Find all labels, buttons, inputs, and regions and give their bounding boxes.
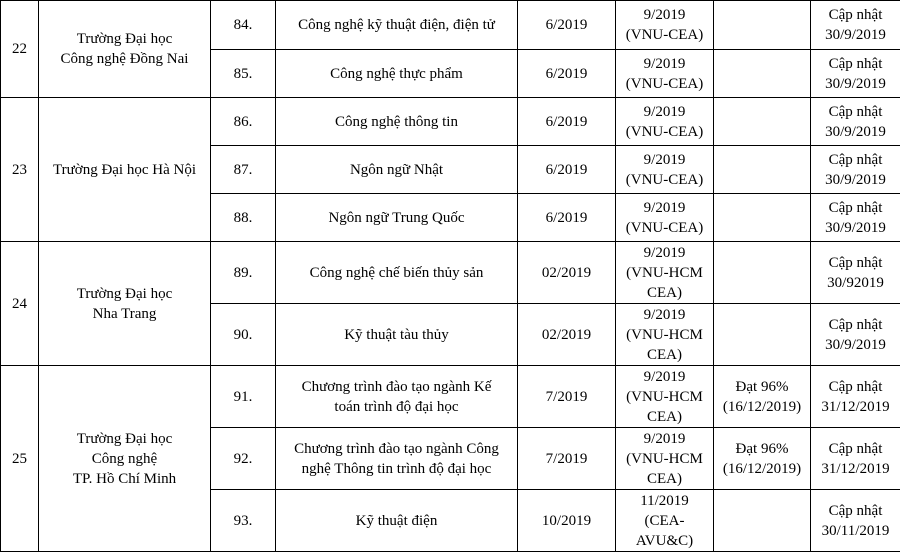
update-note: Cập nhật 30/9/2019: [811, 146, 900, 194]
self-assessment-date: 7/2019: [518, 366, 616, 428]
program-name: Kỹ thuật tàu thủy: [276, 304, 518, 366]
program-number: 86.: [211, 98, 276, 146]
program-name: Ngôn ngữ Nhật: [276, 146, 518, 194]
program-number: 84.: [211, 1, 276, 50]
evaluation-result: [714, 304, 811, 366]
update-note: Cập nhật 30/9/2019: [811, 304, 900, 366]
program-number: 91.: [211, 366, 276, 428]
external-evaluation: 9/2019 (VNU-CEA): [616, 50, 714, 98]
school-name: Trường Đại học Hà Nội: [39, 98, 211, 242]
table-row: [1, 1, 900, 50]
self-assessment-date: 6/2019: [518, 146, 616, 194]
evaluation-result: Đạt 96% (16/12/2019): [714, 428, 811, 490]
external-evaluation: 9/2019 (VNU-HCM CEA): [616, 242, 714, 304]
program-name: Chương trình đào tạo ngành Kế toán trình độ đại học: [276, 366, 518, 428]
self-assessment-date: 6/2019: [518, 50, 616, 98]
external-evaluation: 11/2019 (CEA- AVU&C): [616, 490, 714, 552]
group-number: 22: [1, 1, 39, 98]
update-note: Cập nhật 31/12/2019: [811, 366, 900, 428]
program-name: Công nghệ thực phẩm: [276, 50, 518, 98]
program-number: 88.: [211, 194, 276, 242]
evaluation-result: [714, 242, 811, 304]
update-note: Cập nhật 30/92019: [811, 242, 900, 304]
self-assessment-date: 6/2019: [518, 194, 616, 242]
program-number: 85.: [211, 50, 276, 98]
program-name: Công nghệ kỹ thuật điện, điện tử: [276, 1, 518, 50]
school-name: Trường Đại học Công nghệ Đồng Nai: [39, 1, 211, 98]
program-name: Kỹ thuật điện: [276, 490, 518, 552]
group-number: 23: [1, 98, 39, 242]
update-note: Cập nhật 30/9/2019: [811, 50, 900, 98]
update-note: Cập nhật 30/9/2019: [811, 98, 900, 146]
external-evaluation: 9/2019 (VNU-CEA): [616, 146, 714, 194]
self-assessment-date: 6/2019: [518, 98, 616, 146]
self-assessment-date: 10/2019: [518, 490, 616, 552]
external-evaluation: 9/2019 (VNU-CEA): [616, 194, 714, 242]
program-name: Công nghệ chế biến thủy sản: [276, 242, 518, 304]
program-number: 92.: [211, 428, 276, 490]
evaluation-result: [714, 98, 811, 146]
table-row: [1, 98, 900, 146]
self-assessment-date: 7/2019: [518, 428, 616, 490]
update-note: Cập nhật 30/9/2019: [811, 194, 900, 242]
school-name: Trường Đại học Công nghệ TP. Hồ Chí Minh: [39, 366, 211, 552]
self-assessment-date: 02/2019: [518, 304, 616, 366]
program-number: 90.: [211, 304, 276, 366]
program-number: 89.: [211, 242, 276, 304]
external-evaluation: 9/2019 (VNU-HCM CEA): [616, 366, 714, 428]
external-evaluation: 9/2019 (VNU-CEA): [616, 1, 714, 50]
program-number: 93.: [211, 490, 276, 552]
program-name: Chương trình đào tạo ngành Công nghệ Thông tin trình độ đại học: [276, 428, 518, 490]
self-assessment-date: 02/2019: [518, 242, 616, 304]
update-note: Cập nhật 30/11/2019: [811, 490, 900, 552]
evaluation-result: [714, 1, 811, 50]
external-evaluation: 9/2019 (VNU-HCM CEA): [616, 428, 714, 490]
program-name: Công nghệ thông tin: [276, 98, 518, 146]
school-name: Trường Đại học Nha Trang: [39, 242, 211, 366]
evaluation-result: [714, 490, 811, 552]
evaluation-result: Đạt 96% (16/12/2019): [714, 366, 811, 428]
program-name: Ngôn ngữ Trung Quốc: [276, 194, 518, 242]
evaluation-result: [714, 50, 811, 98]
group-number: 24: [1, 242, 39, 366]
table-row: [1, 366, 900, 428]
update-note: Cập nhật 31/12/2019: [811, 428, 900, 490]
update-note: Cập nhật 30/9/2019: [811, 1, 900, 50]
self-assessment-date: 6/2019: [518, 1, 616, 50]
program-number: 87.: [211, 146, 276, 194]
external-evaluation: 9/2019 (VNU-HCM CEA): [616, 304, 714, 366]
external-evaluation: 9/2019 (VNU-CEA): [616, 98, 714, 146]
table-row: [1, 242, 900, 304]
evaluation-result: [714, 146, 811, 194]
group-number: 25: [1, 366, 39, 552]
evaluation-result: [714, 194, 811, 242]
